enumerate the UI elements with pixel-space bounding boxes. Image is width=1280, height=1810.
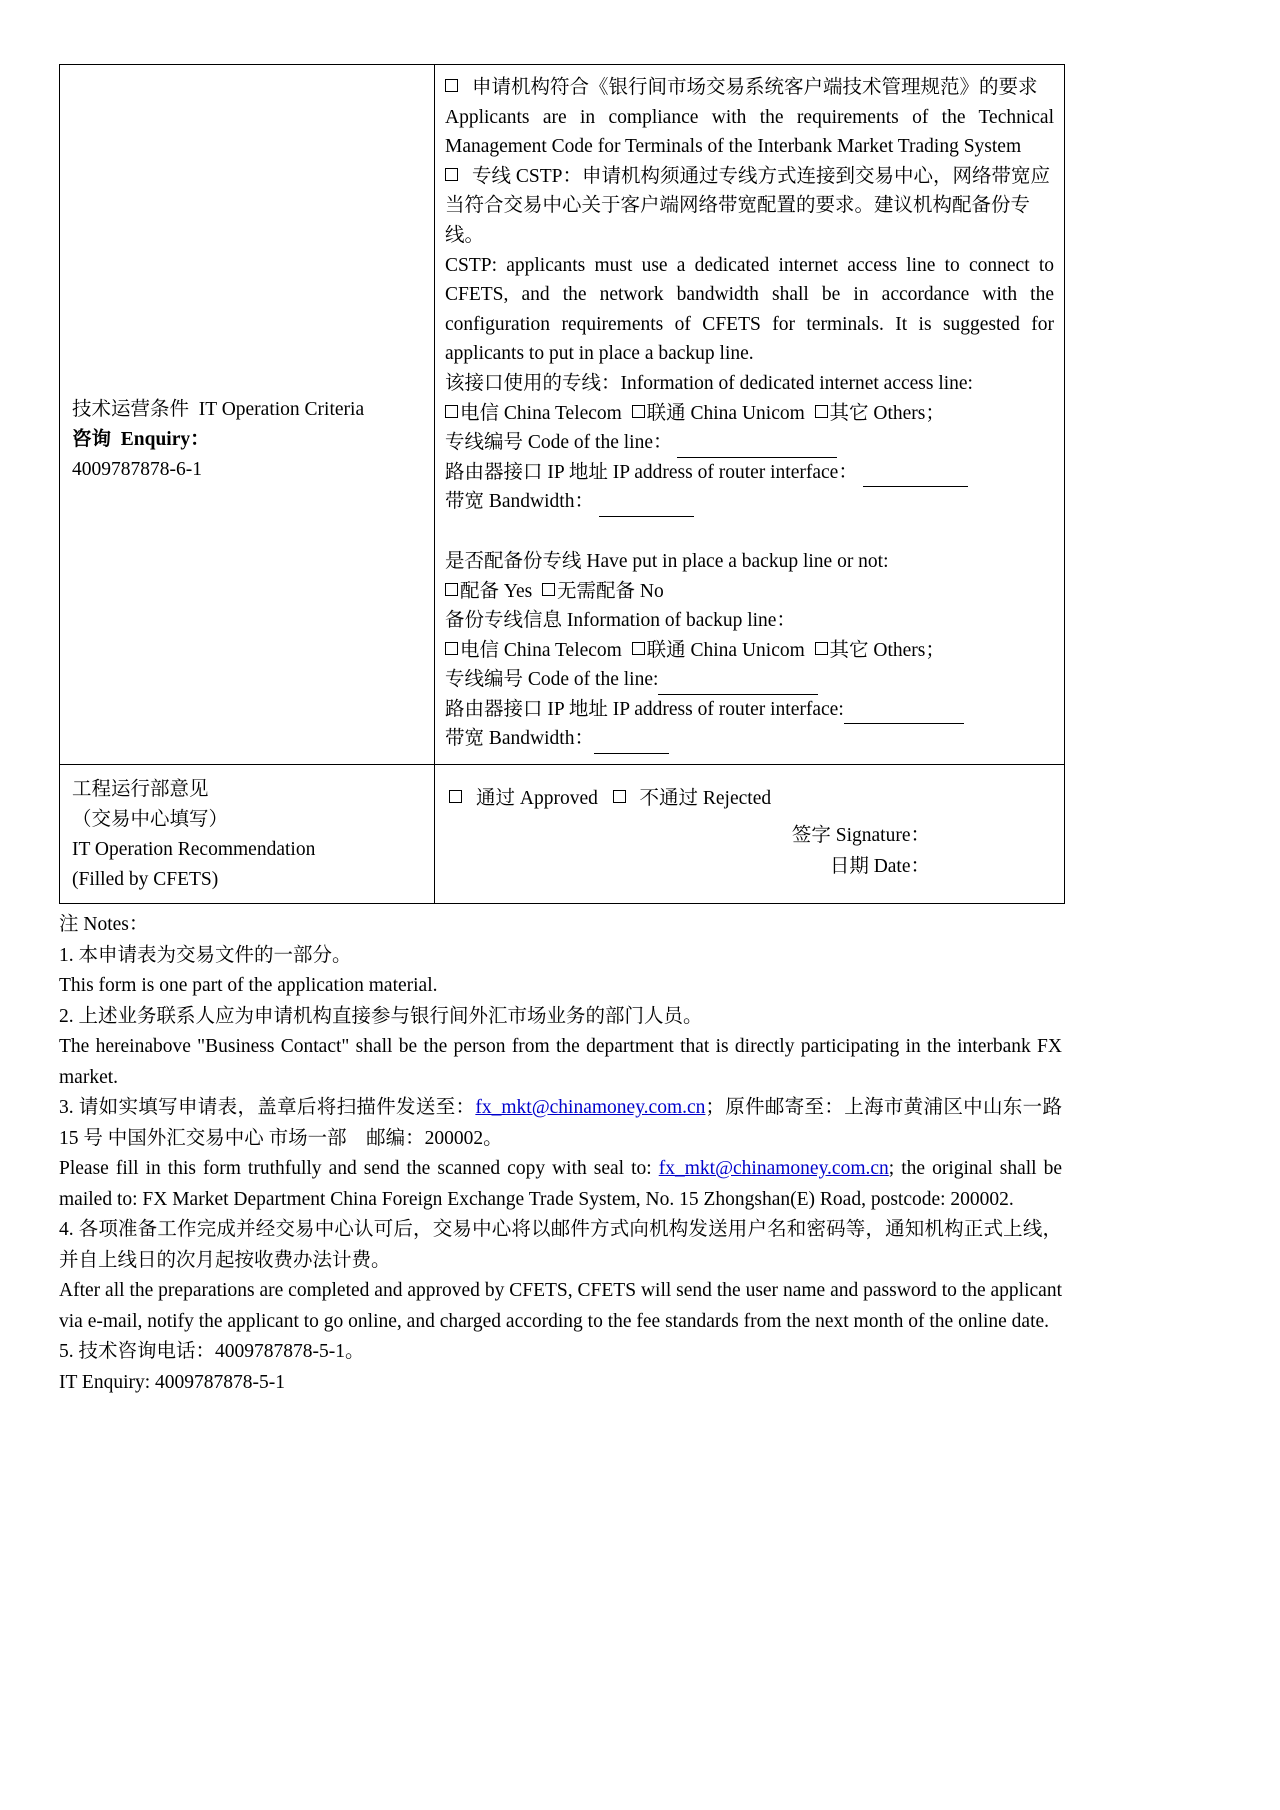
checkbox-icon-compliance[interactable] <box>445 79 458 92</box>
rejected-cn: 不通过 <box>639 788 699 810</box>
checkbox-icon-telecom-backup[interactable] <box>445 642 458 655</box>
criteria-title-en: IT Operation Criteria <box>198 399 365 420</box>
carrier-backup-unicom-cn: 联通 <box>646 639 686 661</box>
checkbox-icon-backup-no[interactable] <box>542 583 555 596</box>
approval-options-row <box>449 783 1050 814</box>
criteria-label-block <box>60 65 434 495</box>
note-3-en-part1: Please fill in this form truthfully and send the scanned copy with seal to: <box>59 1158 659 1180</box>
note-4-cn: 4. 各项准备工作完成并经交易中心认可后，交易中心将以邮件方式向机构发送用户名和密码等，通知机构正式上线，并自上线日的次月起按收费办法计费。 <box>59 1219 1062 1271</box>
backup-code-of-line-row <box>445 665 1054 695</box>
note-1-en: This form is one part of the application material. <box>59 975 438 997</box>
table-row-it-operation-criteria <box>60 65 1065 765</box>
checkbox-icon-unicom-primary[interactable] <box>632 405 645 418</box>
backup-code-of-line-input[interactable] <box>658 677 818 695</box>
recommendation-line-4: (Filled by CFETS) <box>72 869 219 891</box>
router-ip-input[interactable] <box>863 469 968 487</box>
checkbox-icon-cstp[interactable] <box>445 168 458 181</box>
note-1-cn: 1. 本申请表为交易文件的一部分。 <box>59 944 352 966</box>
table-row-it-operation-recommendation <box>60 765 1065 904</box>
criteria-title-line <box>72 395 430 425</box>
backup-router-ip-row <box>445 695 1054 725</box>
checkbox-icon-telecom-primary[interactable] <box>445 405 458 418</box>
criteria-item1-en: Applicants are in compliance with the requirements of the Technical Management Code for Terminals of the Interbank Market Trading System <box>445 106 1054 158</box>
backup-router-ip-label: 路由器接口 IP 地址 IP address of router interface: <box>445 698 844 720</box>
rejected-en: Rejected <box>702 788 772 810</box>
criteria-item1-cn: 申请机构符合《银行间市场交易系统客户端技术管理规范》的要求 <box>472 77 1038 98</box>
carrier-option-unicom-cn: 联通 <box>646 402 686 424</box>
note-3-cn-part2: ；原件邮寄至：上海市黄浦区中山东一路 15 号 中国外汇交易中心 市场一部 邮编：200002。 <box>59 1097 1062 1149</box>
criteria-enquiry-line <box>72 425 430 455</box>
approved-en: Approved <box>519 788 598 810</box>
recommendation-line-3: IT Operation Recommendation <box>72 839 316 861</box>
router-ip-row <box>445 458 1054 488</box>
carrier-backup-telecom-cn: 电信 <box>460 639 500 661</box>
email-link-cn[interactable]: fx_mkt@chinamoney.com.cn <box>475 1097 706 1119</box>
backup-bandwidth-label: 带宽 Bandwidth： <box>445 728 594 750</box>
recommendation-line-1: 工程运行部意见 <box>72 779 209 801</box>
carrier-backup-telecom-en: China Telecom <box>503 639 622 661</box>
backup-code-of-line-label: 专线编号 Code of the line: <box>445 669 659 691</box>
notes-heading: 注 Notes： <box>59 914 149 936</box>
criteria-content-block <box>435 65 1064 764</box>
note-4-en: After all the preparations are completed and approved by CFETS, CFETS will send the user name and password to the applicant via e-mail, notify the applicant to go online, and charged according to the fee standards from the next month of the online date. <box>59 1280 1062 1332</box>
carrier-backup-others-cn: 其它 <box>829 639 869 661</box>
date-row[interactable]: 日期 Date： <box>829 856 930 878</box>
code-of-line-row <box>445 428 1054 458</box>
note-2-en: The hereinabove "Business Contact" shall be the person from the department that is directly participating in the interbank FX market. <box>59 1036 1062 1088</box>
bandwidth-row <box>445 487 1054 517</box>
note-3-cn-part1: 3. 请如实填写申请表，盖章后将扫描件发送至： <box>59 1097 476 1119</box>
recommendation-line-2: （交易中心填写） <box>72 809 229 831</box>
backup-bandwidth-input[interactable] <box>594 736 669 754</box>
recommendation-label-block <box>60 765 434 903</box>
backup-router-ip-input[interactable] <box>844 706 964 724</box>
approved-cn: 通过 <box>476 788 516 810</box>
code-of-line-label: 专线编号 Code of the line： <box>445 432 673 454</box>
note-3-cn <box>59 1093 1062 1154</box>
criteria-title-cn: 技术运营条件 <box>72 399 190 420</box>
carrier-option-unicom-en: China Unicom <box>690 402 805 424</box>
backup-info-heading: 备份专线信息 Information of backup line： <box>445 610 796 632</box>
criteria-item2-en: CSTP: applicants must use a dedicated internet access line to connect to CFETS, and the network bandwidth shall be in accordance with the configuration requirements of CFETS for terminals. It is suggested for applicants to put in place a backup line. <box>445 254 1054 365</box>
carrier-backup-others-en: Others； <box>873 639 945 661</box>
checkbox-icon-others-backup[interactable] <box>815 642 828 655</box>
note-2-cn: 2. 上述业务联系人应为申请机构直接参与银行间外汇市场业务的部门人员。 <box>59 1005 703 1027</box>
criteria-enquiry-phone: 4009787878-6-1 <box>72 459 202 480</box>
criteria-item1-cn-line <box>445 73 1054 103</box>
checkbox-icon-backup-yes[interactable] <box>445 583 458 596</box>
carrier-option-others-en: Others； <box>873 402 945 424</box>
approval-block <box>435 765 1064 892</box>
signature-row[interactable]: 签字 Signature： <box>791 825 930 847</box>
content-spacer <box>445 517 1054 547</box>
carrier-backup-unicom-en: China Unicom <box>690 639 805 661</box>
recommendation-label-cell <box>60 765 435 904</box>
code-of-line-input[interactable] <box>677 440 837 458</box>
checkbox-icon-unicom-backup[interactable] <box>632 642 645 655</box>
criteria-content-cell <box>435 65 1065 765</box>
backup-question: 是否配备份专线 Have put in place a backup line or not: <box>445 550 889 572</box>
backup-no-cn: 无需配备 <box>557 580 636 602</box>
form-table <box>59 64 1065 904</box>
backup-no-en: No <box>639 580 664 602</box>
bandwidth-label: 带宽 Bandwidth： <box>445 491 594 513</box>
carrier-options-backup <box>445 636 1054 666</box>
note-5-en: IT Enquiry: 4009787878-5-1 <box>59 1371 286 1393</box>
backup-bandwidth-row <box>445 724 1054 754</box>
criteria-label-cell <box>60 65 435 765</box>
carrier-option-telecom-en: China Telecom <box>503 402 622 424</box>
carrier-options-primary <box>445 399 1054 429</box>
criteria-item2-cn: 专线 CSTP：申请机构须通过专线方式连接到交易中心，网络带宽应当符合交易中心关于客户端网络带宽配置的要求。建议机构配备份专线。 <box>445 165 1050 246</box>
carrier-option-telecom-cn: 电信 <box>460 402 500 424</box>
checkbox-icon-others-primary[interactable] <box>815 405 828 418</box>
note-3-en <box>59 1154 1062 1215</box>
router-ip-label: 路由器接口 IP 地址 IP address of router interface： <box>445 461 858 483</box>
checkbox-icon-rejected[interactable] <box>613 790 626 803</box>
form-sheet <box>59 64 1062 1398</box>
note-5-cn: 5. 技术咨询电话：4009787878-5-1。 <box>59 1341 365 1363</box>
checkbox-icon-approved[interactable] <box>449 790 462 803</box>
backup-yes-en: Yes <box>503 580 533 602</box>
backup-yesno-row <box>445 577 1054 607</box>
criteria-enquiry-cn: 咨询 <box>72 429 112 450</box>
recommendation-decision-cell <box>435 765 1065 904</box>
backup-yes-cn: 配备 <box>460 580 500 602</box>
bandwidth-input[interactable] <box>599 499 694 517</box>
carrier-option-others-cn: 其它 <box>829 402 869 424</box>
dedicated-line-heading: 该接口使用的专线：Information of dedicated internet access line: <box>445 372 973 394</box>
notes-section <box>59 910 1062 1398</box>
note-3-en-part2: ; the original shall be mailed to: FX Market Department China Foreign Exchange Trade System, No. 15 Zhongshan(E) Road, postcode: 200002. <box>59 1158 1062 1210</box>
email-link-en[interactable]: fx_mkt@chinamoney.com.cn <box>658 1158 889 1180</box>
criteria-item2-cn-line <box>445 162 1054 251</box>
criteria-enquiry-en: Enquiry： <box>120 429 210 450</box>
